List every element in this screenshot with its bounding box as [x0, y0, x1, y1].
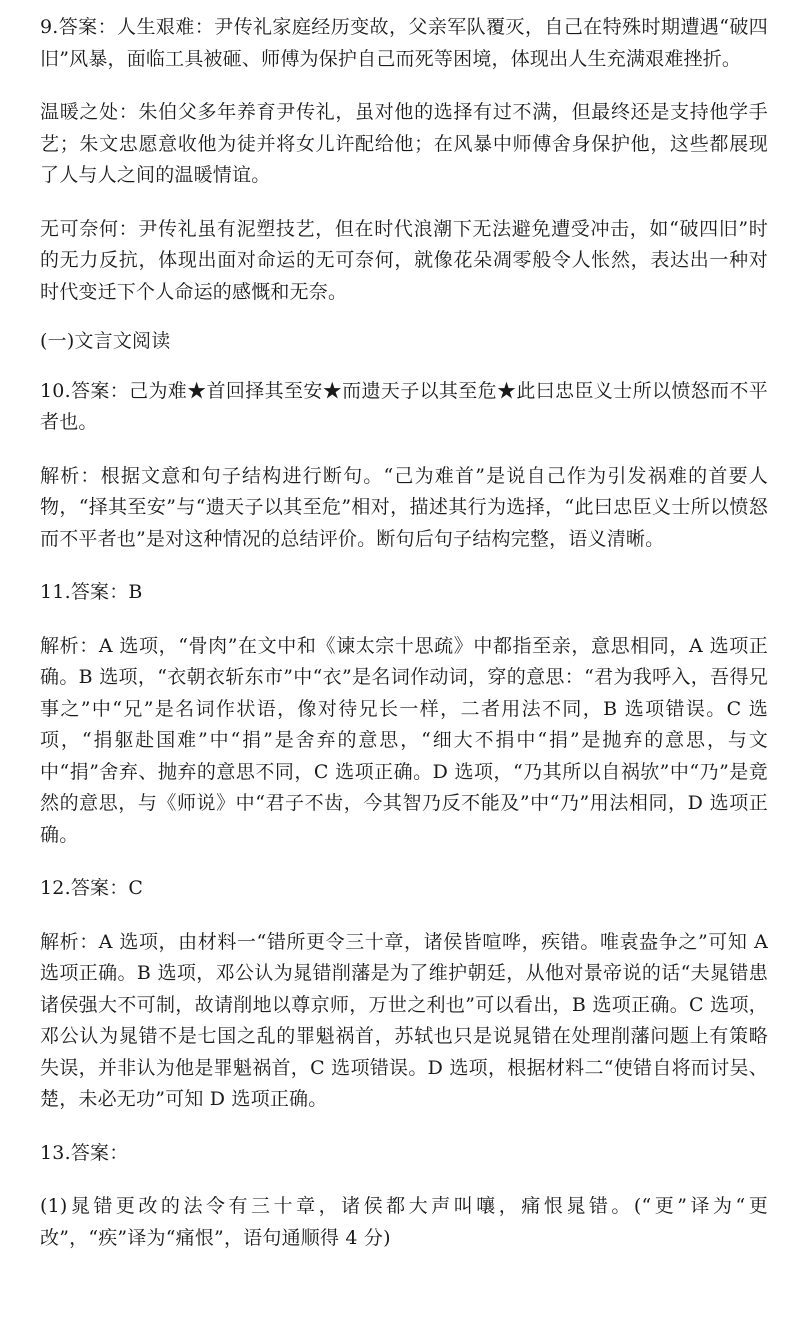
q12-analysis: 解析：A 选项，由材料一“错所更令三十章，诸侯皆喧哗，疾错。唯袁盎争之”可知 A 选项正确。B 选项，邓公认为晁错削藩是为了维护朝廷，从他对景帝说的话“夫晁错患诸侯强大不可制，故请削地以尊京师，万世之利也”可以看出，B 选项正确。C 选项，邓公认为晁错不是七国之乱的罪魁祸首，苏轼也只是说晁错在处理削藩问题上有策略失误，并非认为他是罪魁祸首，C 选项错误。D 选项，根据材料二“使错自将而讨吴、楚，未必无功”可知 D 选项正确。 [40, 930, 768, 1110]
q13-answer: 13.答案： [40, 1141, 129, 1164]
q13-item-1: (1)晁错更改的法令有三十章，诸侯都大声叫嚷，痛恨晁错。(“更”译为“更改”，“疾”译为“痛恨”，语句通顺得 4 分) [40, 1195, 768, 1249]
q11-analysis: 解析：A 选项，“骨肉”在文中和《谏太宗十思疏》中都指至亲，意思相同，A 选项正确。B 选项，“衣朝衣斩东市”中“衣”是名词作动词，穿的意思：“君为我呼入，吾得兄事之”中“兄”是名词作状语，像对待兄长一样，二者用法不同，B 选项错误。C 选项，“捐躯赴国难”中“捐”是舍弃的意思，“细大不捐中“捐”是抛弃的意思，与文中“捐”舍弃、抛弃的意思不同，C 选项正确。D 选项，“乃其所以自祸欤”中“乃”是竟然的意思，与《师说》中“君子不齿，今其智乃反不能及”中“乃”用法相同，D 选项正确。 [40, 634, 768, 846]
q9-answer: 9.答案：人生艰难：尹传礼家庭经历变故，父亲军队覆灭，自己在特殊时期遭遇“破四旧”风暴，面临工具被砸、师傅为保护自己而死等困境，体现出人生充满艰难挫折。 [40, 16, 768, 70]
q10-analysis: 解析：根据文意和句子结构进行断句。“己为难首”是说自己作为引发祸难的首要人物，“择其至安”与“遗天子以其至危”相对，描述其行为选择，“此曰忠臣义士所以愤怒而不平者也”是对这种情况的总结评价。断句后句子结构完整，语义清晰。 [40, 464, 768, 550]
answer-document [40, 12, 768, 1254]
q9-warmth: 温暖之处：朱伯父多年养育尹传礼，虽对他的选择有过不满，但最终还是支持他学手艺；朱文忠愿意收他为徒并将女儿许配给他；在风暴中师傅舍身保护他，这些都展现了人与人之间的温暖情谊。 [40, 101, 768, 186]
q9-helpless: 无可奈何：尹传礼虽有泥塑技艺，但在时代浪潮下无法避免遭受冲击，如“破四旧”时的无力反抗，体现出面对命运的无可奈何，就像花朵凋零般令人怅然，表达出一种对时代变迁下个人命运的感慨和无奈。 [40, 217, 768, 303]
section-title: (一)文言文阅读 [40, 330, 171, 352]
q10-answer: 10.答案：己为难★首回择其至安★而遗天子以其至危★此曰忠臣义士所以愤怒而不平者也。 [40, 379, 768, 433]
q12-answer: 12.答案：C [40, 877, 144, 899]
q11-answer: 11.答案：B [40, 581, 143, 603]
